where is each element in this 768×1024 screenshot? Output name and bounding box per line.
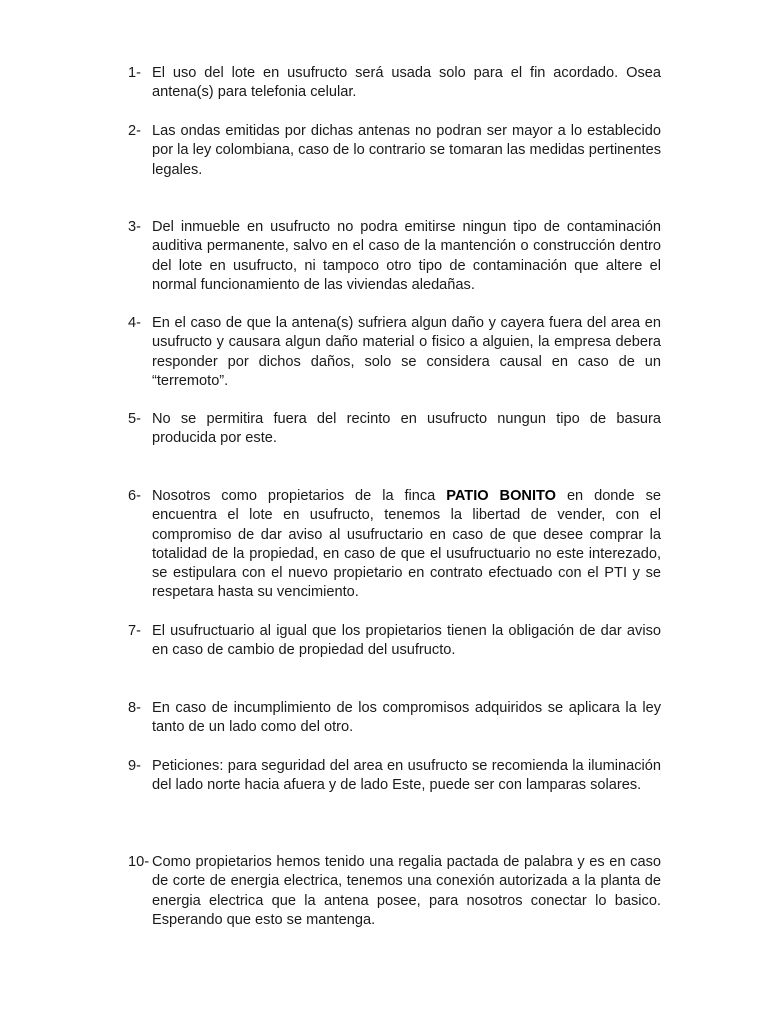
item-text: No se permitira fuera del recinto en usufructo nungun tipo de basura producida por este. <box>152 411 661 447</box>
item-text: En el caso de que la antena(s) sufriera algun daño y cayera fuera del area en usufructo y causara algun daño material o fisico a alguien, la empresa debera responder por dichos daños, solo se considera causal en caso de un “terremoto”. <box>152 315 661 389</box>
item-text-end: en donde se encuentra el lote en usufructo, tenemos la libertad de vender, con el compromiso de dar aviso al usufructario en caso de que desee comprar la totalidad de la propiedad, en caso de que el usufructuario no este interezado, se estipulara con el nuevo propietario en contrato efectuado con el PTI y se respetara hasta su vencimiento. <box>152 488 661 601</box>
item-text-start: Nosotros como propietarios de la finca <box>152 488 447 504</box>
item-text: Las ondas emitidas por dichas antenas no podran ser mayor a lo establecido por la ley colombiana, caso de lo contrario se tomaran las medidas pertinentes legales. <box>152 123 661 178</box>
list-item <box>128 218 661 295</box>
item-text: El usufructuario al igual que los propietarios tienen la obligación de dar aviso en caso de cambio de propiedad del usufructo. <box>152 623 661 659</box>
item-number: 5- <box>128 411 141 427</box>
item-number: 10- <box>128 854 150 870</box>
list-item <box>128 487 661 603</box>
item-number: 3- <box>128 219 141 235</box>
list-item <box>128 314 661 391</box>
item-text: El uso del lote en usufructo será usada solo para el fin acordado. Osea antena(s) para telefonia celular. <box>152 65 661 101</box>
item-number: 2- <box>128 123 141 139</box>
item-text: Como propietarios hemos tenido una regalia pactada de palabra y es en caso de corte de energia electrica, tenemos una conexión autorizada a la planta de energia electrica que la antena posee, para nosotros conectar lo basico. Esperando que esto se mantenga. <box>152 854 661 928</box>
item-number: 8- <box>128 700 141 716</box>
item-number: 6- <box>128 488 141 504</box>
item-number: 4- <box>128 315 141 331</box>
list-item <box>128 699 661 738</box>
item-text <box>152 487 661 603</box>
item-number: 9- <box>128 758 141 774</box>
list-item <box>128 410 661 449</box>
list-item <box>128 853 661 930</box>
list-item <box>128 622 661 661</box>
item-number: 7- <box>128 623 141 639</box>
item-text: Peticiones: para seguridad del area en usufructo se recomienda la iluminación del lado norte hacia afuera y de lado Este, puede ser con lamparas solares. <box>152 758 661 794</box>
list-item <box>128 64 661 103</box>
item-text: En caso de incumplimiento de los compromisos adquiridos se aplicara la ley tanto de un lado como del otro. <box>152 700 661 736</box>
list-item <box>128 122 661 180</box>
farm-name: PATIO BONITO <box>446 488 557 504</box>
item-number: 1- <box>128 65 141 81</box>
item-text: Del inmueble en usufructo no podra emitirse ningun tipo de contaminación auditiva permanente, salvo en el caso de la mantención o construcción dentro del lote en usufructo, ni tampoco otro tipo de contaminación que altere el normal funcionamiento de las viviendas aledañas. <box>152 219 661 293</box>
list-item <box>128 757 661 796</box>
